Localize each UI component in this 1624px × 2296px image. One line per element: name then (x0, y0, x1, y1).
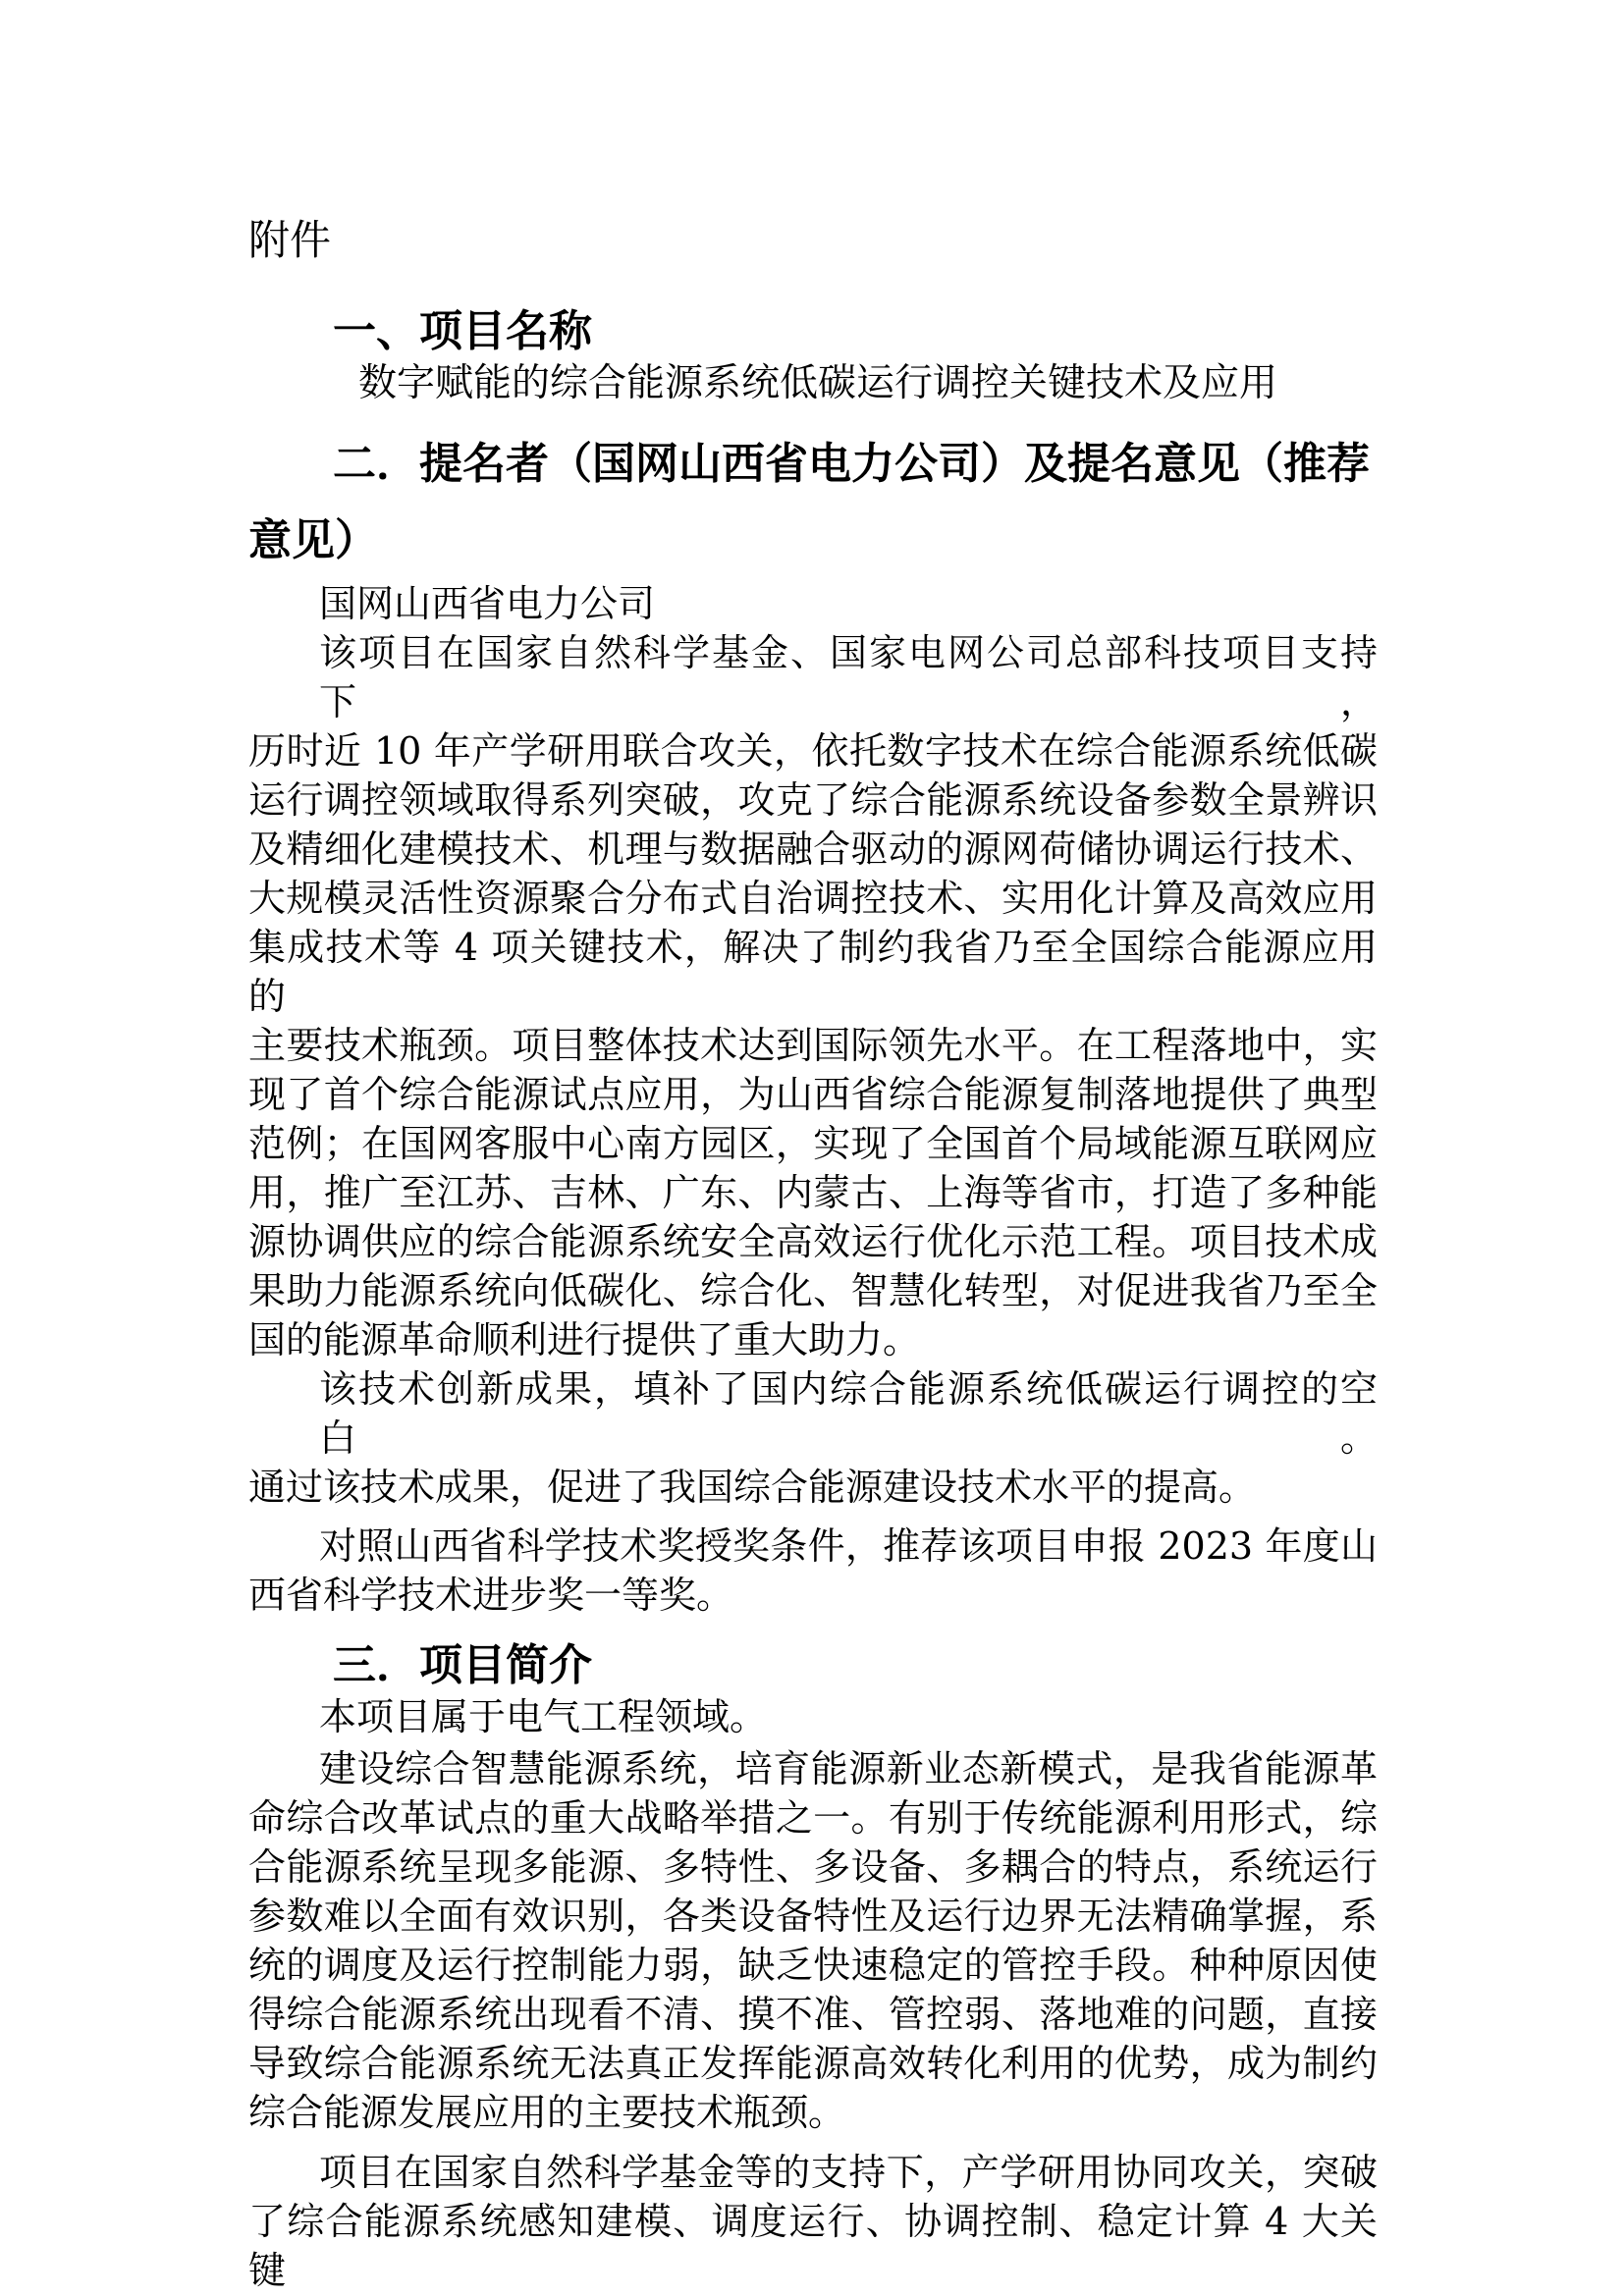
body-line: 得综合能源系统出现看不清、摸不准、管控弱、落地难的问题，直接 (248, 1993, 1378, 2036)
section-3-paragraph-1 (248, 1692, 1378, 1741)
section-2-heading-line-1: 二．提名者（国网山西省电力公司）及提名意见（推荐 (333, 439, 1370, 489)
body-line: 通过该技术成果，促进了我国综合能源建设技术水平的提高。 (248, 1466, 1257, 1509)
section-1-heading: 一、项目名称 (333, 306, 592, 356)
section-2-heading (248, 426, 1378, 579)
body-line: 主要技术瓶颈。项目整体技术达到国际领先水平。在工程落地中，实 (248, 1024, 1378, 1067)
body-line: 现了首个综合能源试点应用，为山西省综合能源复制落地提供了典型 (248, 1073, 1378, 1116)
section-2-paragraph-3 (248, 1522, 1378, 1620)
section-3-paragraph-3 (248, 2148, 1378, 2295)
body-line: 运行调控领域取得系列突破，攻克了综合能源系统设备参数全景辨识 (248, 778, 1378, 822)
nominator-name: 国网山西省电力公司 (319, 582, 656, 625)
project-name-text: 数字赋能的综合能源系统低碳运行调控关键技术及应用 (358, 361, 1278, 405)
body-line: 本项目属于电气工程领域。 (319, 1695, 768, 1738)
body-line: 大规模灵活性资源聚合分布式自治调控技术、实用化计算及高效应用 (248, 877, 1378, 920)
body-line: 该项目在国家自然科学基金、国家电网公司总部科技项目支持下， (319, 631, 1378, 723)
body-line: 该技术创新成果，填补了国内综合能源系统低碳运行调控的空白。 (319, 1367, 1378, 1460)
body-line: 范例；在国网客服中心南方园区，实现了全国首个局域能源互联网应 (248, 1122, 1378, 1165)
body-line: 统的调度及运行控制能力弱，缺乏快速稳定的管控手段。种种原因使 (248, 1944, 1378, 1987)
document-content (248, 216, 1378, 2295)
section-2-paragraph-2 (248, 1364, 1378, 1512)
body-line: 综合能源发展应用的主要技术瓶颈。 (248, 2091, 846, 2134)
body-line: 对照山西省科学技术奖授奖条件，推荐该项目申报 2023 年度山 (319, 1524, 1378, 1568)
body-line: 了综合能源系统感知建模、调度运行、协调控制、稳定计算 4 大关键 (248, 2200, 1378, 2292)
body-line: 源协调供应的综合能源系统安全高效运行优化示范工程。项目技术成 (248, 1220, 1378, 1263)
body-line: 果助力能源系统向低碳化、综合化、智慧化转型，对促进我省乃至全 (248, 1269, 1378, 1312)
section-2-heading-line-2: 意见） (248, 515, 378, 565)
body-line: 国的能源革命顺利进行提供了重大助力。 (248, 1318, 921, 1362)
body-line: 参数难以全面有效识别，各类设备特性及运行边界无法精确掌握，系 (248, 1895, 1378, 1938)
body-line: 历时近 10 年产学研用联合攻关，依托数字技术在综合能源系统低碳 (248, 729, 1378, 773)
body-line: 建设综合智慧能源系统，培育能源新业态新模式，是我省能源革 (319, 1747, 1378, 1790)
body-line: 合能源系统呈现多能源、多特性、多设备、多耦合的特点，系统运行 (248, 1845, 1378, 1889)
section-3-paragraph-2 (248, 1744, 1378, 2137)
body-line: 导致综合能源系统无法真正发挥能源高效转化利用的优势，成为制约 (248, 2042, 1378, 2085)
body-line: 用，推广至江苏、吉林、广东、内蒙古、上海等省市，打造了多种能 (248, 1171, 1378, 1214)
body-line: 西省科学技术进步奖一等奖。 (248, 1574, 734, 1617)
body-line: 命综合改革试点的重大战略举措之一。有别于传统能源利用形式，综 (248, 1796, 1378, 1840)
section-2-paragraph-1 (248, 628, 1378, 1364)
body-line: 及精细化建模技术、机理与数据融合驱动的源网荷储协调运行技术、 (248, 828, 1378, 871)
body-line: 项目在国家自然科学基金等的支持下，产学研用协同攻关，突破 (319, 2151, 1378, 2194)
section-3-heading: 三．项目简介 (333, 1640, 592, 1690)
body-line: 集成技术等 4 项关键技术，解决了制约我省乃至全国综合能源应用的 (248, 926, 1378, 1018)
attachment-label: 附件 (248, 216, 332, 264)
